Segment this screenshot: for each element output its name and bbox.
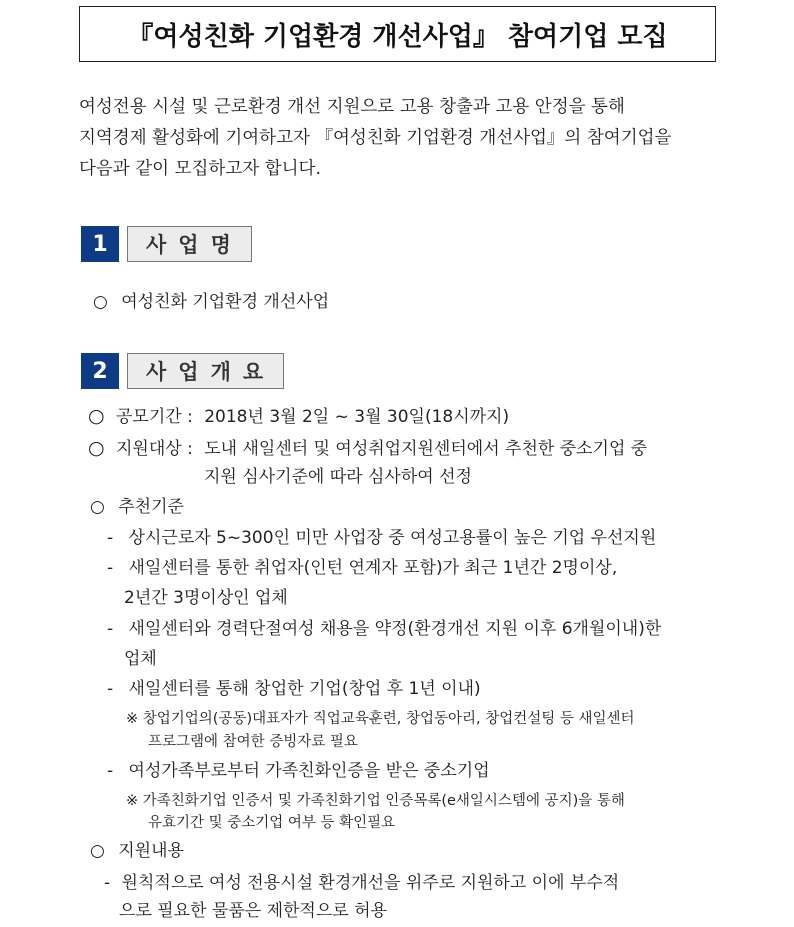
criteria-item-1-text: 상시근로자 5~300인 미만 사업장 중 여성고용률이 높은 기업 우선지원 [128, 528, 657, 548]
criteria-item-3-cont: 업체 [124, 649, 157, 669]
section-1-item [93, 291, 329, 313]
target-value-line-1: 도내 새일센터 및 여성취업지원센터에서 추천한 중소기업 중 [204, 439, 648, 459]
target-row [88, 437, 647, 460]
period-value: 2018년 3월 2일 ~ 3월 30일(18시까지) [204, 407, 510, 427]
criteria-note-1: ※ 창업기업의(공동)대표자가 직업교육훈련, 창업동아리, 창업컨설팅 등 새일센터 [126, 711, 635, 727]
intro-line-1: 여성전용 시설 및 근로환경 개선 지원으로 고용 창출과 고용 안정을 통해 [79, 97, 625, 117]
dash-bullet: - [107, 619, 114, 639]
page-title-text: 『여성친화 기업환경 개선사업』 참여기업 모집 [127, 21, 668, 52]
support-heading [90, 840, 184, 862]
criteria-item-5 [107, 760, 490, 782]
criteria-label: 추천기준 [118, 497, 184, 517]
section-1-item-text: 여성친화 기업환경 개선사업 [121, 292, 330, 312]
section-1-number: 1 [81, 226, 119, 262]
criteria-note-2-cont: 유효기간 및 중소기업 여부 등 확인필요 [148, 815, 396, 831]
intro-line-3: 다음과 같이 모집하고자 합니다. [79, 159, 322, 179]
dash-bullet: - [107, 558, 114, 578]
criteria-heading [90, 496, 184, 518]
big-circle-bullet-icon: ○ [88, 437, 105, 459]
target-value-line-2: 지원 심사기준에 따라 심사하여 선정 [204, 467, 472, 487]
circle-bullet-icon: ○ [90, 841, 105, 861]
dash-bullet: - [107, 679, 114, 699]
support-item-1-cont: 으로 필요한 물품은 제한적으로 허용 [119, 901, 387, 921]
criteria-item-2 [107, 557, 617, 579]
section-1-header [81, 226, 252, 262]
period-row [88, 405, 509, 428]
criteria-note-1-cont: 프로그램에 참여한 증빙자료 필요 [148, 734, 358, 750]
criteria-item-3-text: 새일센터와 경력단절여성 채용을 약정(환경개선 지원 이후 6개월이내)한 [128, 619, 662, 639]
support-item-1 [104, 872, 619, 894]
circle-bullet-icon: ○ [90, 497, 105, 517]
criteria-item-4-text: 새일센터를 통해 창업한 기업(창업 후 1년 이내) [128, 679, 481, 699]
criteria-item-4 [107, 678, 481, 700]
section-2-number: 2 [81, 353, 119, 389]
support-item-1-text: 원칙적으로 여성 전용시설 환경개선을 위주로 지원하고 이에 부수적 [121, 873, 620, 893]
period-label: 공모기간 : [116, 407, 193, 427]
dash-bullet: - [104, 873, 111, 893]
intro-line-2: 지역경제 활성화에 기여하고자 『여성친화 기업환경 개선사업』의 참여기업을 [79, 128, 672, 148]
section-2-label: 사업개요 [127, 353, 284, 389]
dash-bullet: - [107, 761, 114, 781]
criteria-item-2-cont: 2년간 3명이상인 업체 [124, 588, 288, 608]
criteria-item-3 [107, 618, 661, 640]
criteria-item-5-text: 여성가족부로부터 가족친화인증을 받은 중소기업 [128, 761, 490, 781]
section-2-header [81, 353, 284, 389]
target-label: 지원대상 : [116, 439, 193, 459]
dash-bullet: - [107, 528, 114, 548]
support-label: 지원내용 [118, 841, 184, 861]
circle-bullet-icon: ○ [93, 292, 108, 312]
big-circle-bullet-icon: ○ [88, 405, 105, 427]
page-title [79, 6, 716, 62]
criteria-note-2: ※ 가족친화기업 인증서 및 가족친화기업 인증목록(e새일시스템에 공지)을 통해 [126, 793, 625, 809]
criteria-item-2-text: 새일센터를 통한 취업자(인턴 연계자 포함)가 최근 1년간 2명이상, [128, 558, 618, 578]
intro-paragraph [79, 92, 719, 185]
section-1-label: 사업명 [127, 226, 252, 262]
criteria-item-1 [107, 527, 656, 549]
